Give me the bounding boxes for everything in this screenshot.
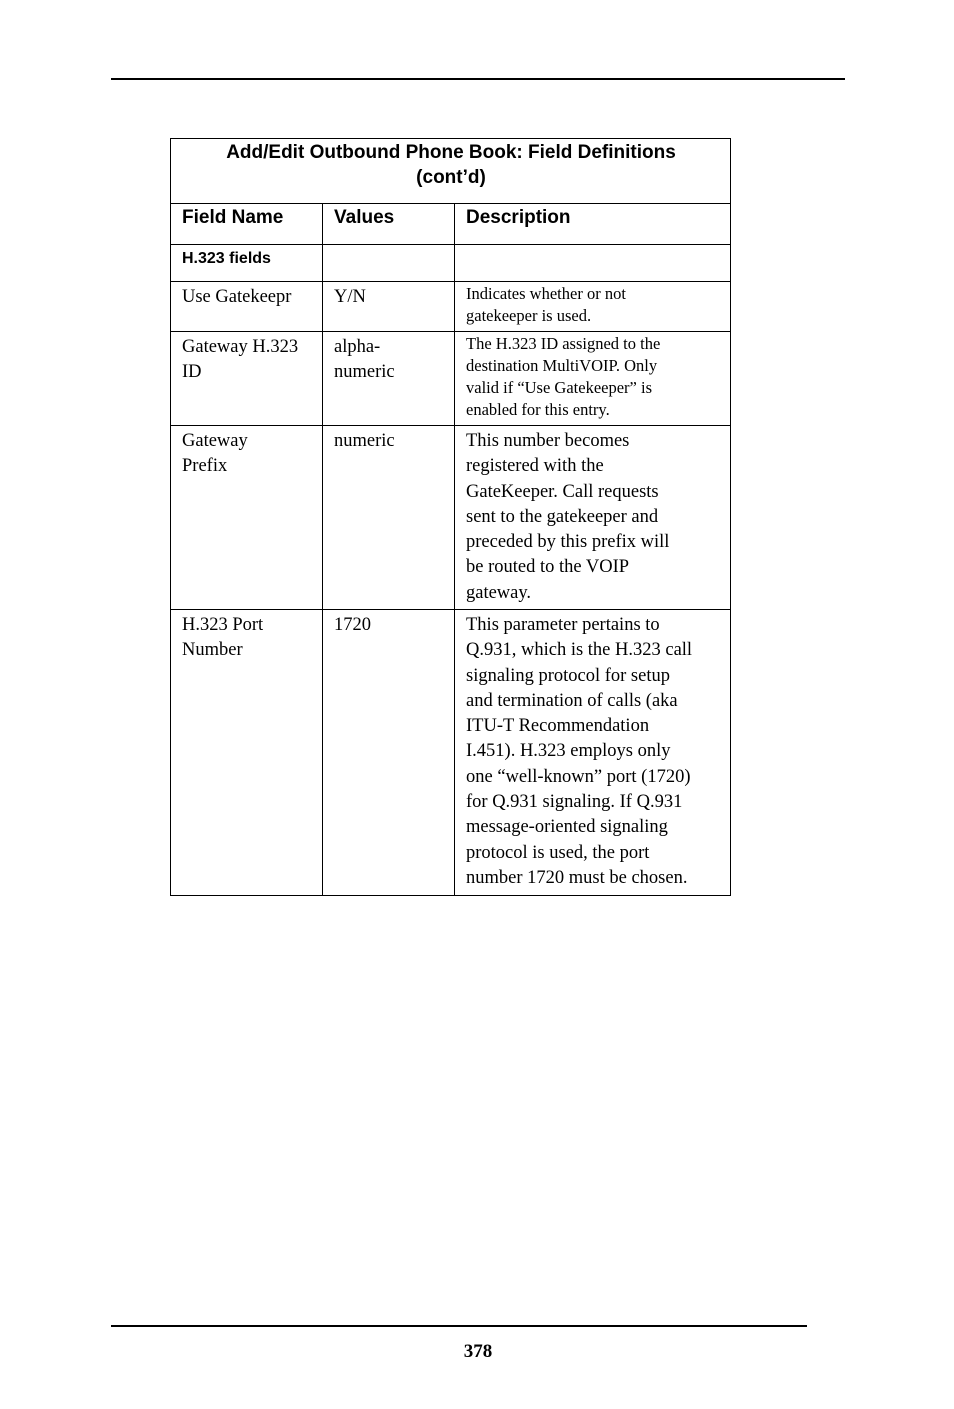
values-cell: numeric bbox=[323, 426, 455, 610]
values-cell: Y/N bbox=[323, 282, 455, 332]
values-cell: alpha- numeric bbox=[323, 332, 455, 426]
column-header-field-name: Field Name bbox=[171, 204, 323, 245]
table-title-line-1: Add/Edit Outbound Phone Book: Field Definitions bbox=[226, 142, 676, 163]
description-cell: The H.323 ID assigned to the destination MultiVOIP. Only valid if “Use Gatekeeper” is enabled for this entry. bbox=[455, 332, 731, 426]
section-empty-cell bbox=[455, 245, 731, 282]
section-empty-cell bbox=[323, 245, 455, 282]
description-cell: Indicates whether or not gatekeeper is used. bbox=[455, 282, 731, 332]
table-title-row bbox=[171, 139, 731, 204]
values-cell: 1720 bbox=[323, 610, 455, 896]
table-row bbox=[171, 332, 731, 426]
field-name-cell: Gateway H.323 ID bbox=[171, 332, 323, 426]
table-title bbox=[171, 139, 731, 204]
page-number: 378 bbox=[463, 1341, 493, 1362]
description-cell: This parameter pertains to Q.931, which is the H.323 call signaling protocol for setup and termination of calls (aka ITU-T Recommendation I.451). H.323 employs only one “well-known” port (1720) for Q.931 signaling. If Q.931 message-oriented signaling protocol is used, the port number 1720 must be chosen. bbox=[455, 610, 731, 896]
table-title-line-2: (cont’d) bbox=[416, 167, 486, 188]
column-header-values: Values bbox=[323, 204, 455, 245]
table-row bbox=[171, 426, 731, 610]
table-header-row bbox=[171, 204, 731, 245]
field-name-cell: Use Gatekeepr bbox=[171, 282, 323, 332]
table-row bbox=[171, 610, 731, 896]
field-definitions-table bbox=[170, 138, 731, 896]
field-name-cell: Gateway Prefix bbox=[171, 426, 323, 610]
description-cell: This number becomes registered with the GateKeeper. Call requests sent to the gatekeeper and preceded by this prefix will be routed to the VOIP gateway. bbox=[455, 426, 731, 610]
table-row bbox=[171, 282, 731, 332]
section-label: H.323 fields bbox=[171, 245, 323, 282]
field-name-cell: H.323 Port Number bbox=[171, 610, 323, 896]
header-rule bbox=[111, 78, 845, 80]
footer-rule bbox=[111, 1325, 807, 1327]
column-header-description: Description bbox=[455, 204, 731, 245]
section-row bbox=[171, 245, 731, 282]
